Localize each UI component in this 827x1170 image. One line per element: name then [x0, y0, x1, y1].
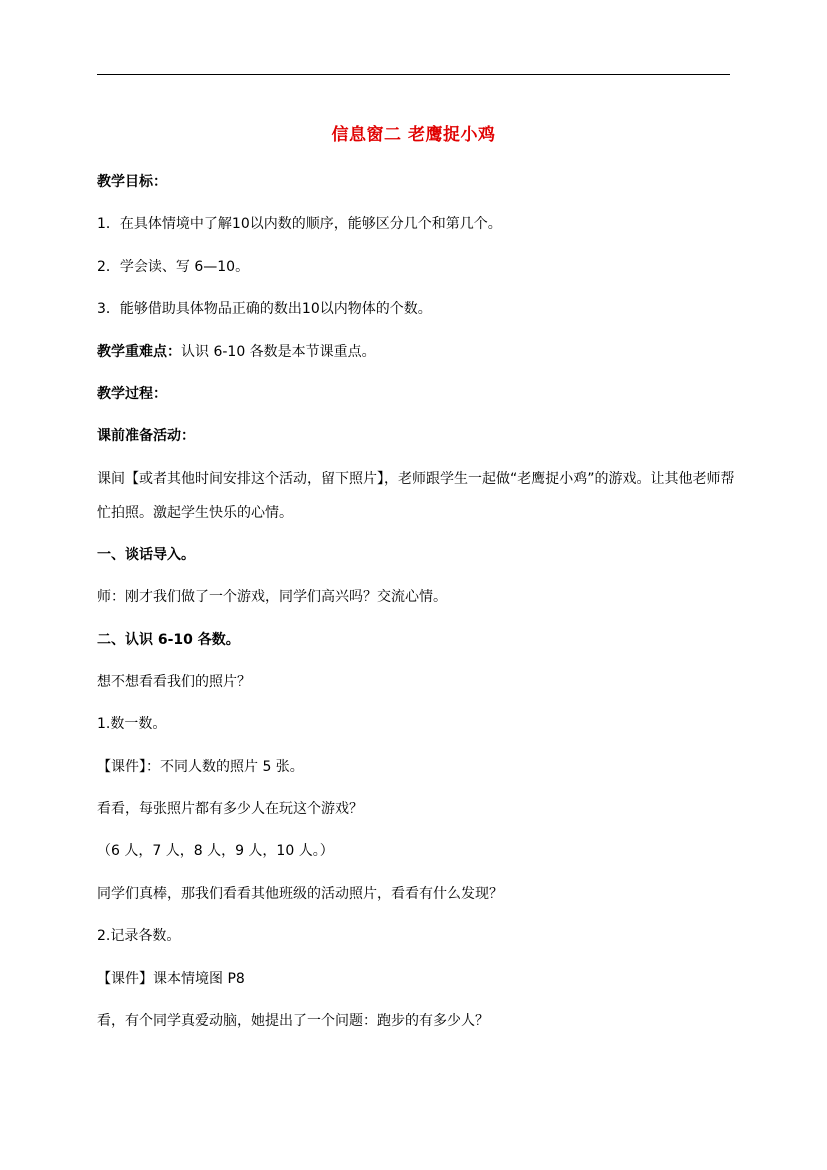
document-body	[97, 171, 737, 1052]
section-2-heading: 二、认识 6-10 各数。	[97, 631, 240, 648]
running-question: 看，有个同学真爱动脑，她提出了一个问题：跑步的有多少人？	[97, 1013, 489, 1030]
step-2: 2.记录各数。	[97, 928, 181, 945]
step-1: 1.数一数。	[97, 716, 167, 733]
other-class-text: 同学们真棒，那我们看看其他班级的活动照片，看看有什么发现？	[97, 885, 503, 902]
photo-question: 想不想看看我们的照片？	[97, 673, 251, 690]
count-answer: （6 人，7 人，8 人，9 人，10 人。）	[97, 843, 334, 860]
header-rule	[97, 74, 730, 75]
key-points-text: 认识 6-10 各数是本节课重点。	[181, 343, 376, 360]
key-points	[97, 341, 737, 363]
prep-text: 课间【或者其他时间安排这个活动，留下照片】，老师跟学生一起做“老鹰捉小鸡”的游戏。让其他老师帮忙拍照。激起学生快乐的心情。	[97, 470, 735, 521]
section-1-text: 师：刚才我们做了一个游戏，同学们高兴吗？交流心情。	[97, 589, 447, 606]
courseware-2: 【课件】课本情境图 P8	[97, 970, 245, 987]
objective-3: 3．能够借助具体物品正确的数出10以内物体的个数。	[97, 301, 432, 318]
courseware-1: 【课件】：不同人数的照片 5 张。	[97, 758, 304, 775]
objective-1: 1．在具体情境中了解10以内数的顺序，能够区分几个和第几个。	[97, 216, 502, 233]
count-question: 看看，每张照片都有多少人在玩这个游戏？	[97, 801, 363, 818]
process-heading: 教学过程：	[97, 385, 167, 402]
section-1-heading: 一、谈话导入。	[97, 546, 195, 563]
objectives-heading: 教学目标：	[97, 174, 167, 190]
prep-heading: 课前准备活动：	[97, 428, 195, 445]
key-points-label: 教学重难点：	[97, 343, 181, 360]
document-title: 信息窗二 老鹰捉小鸡	[331, 125, 496, 145]
objective-2: 2．学会读、写 6—10。	[97, 258, 250, 275]
